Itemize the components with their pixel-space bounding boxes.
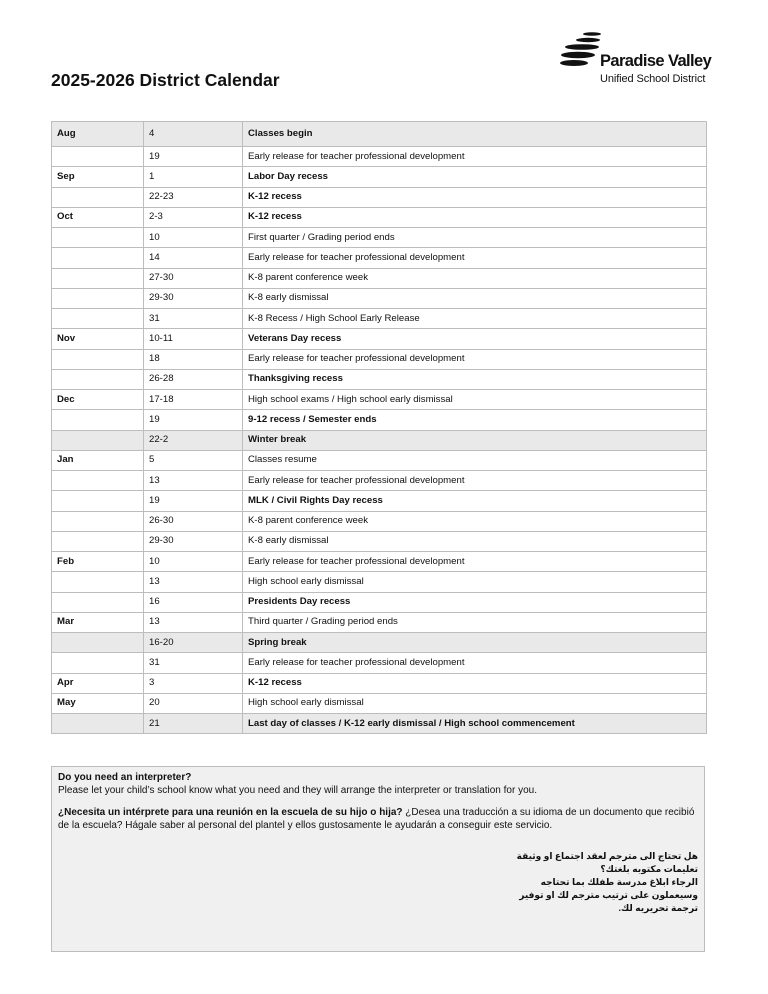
- calendar-body: [52, 122, 707, 734]
- date-cell: 19: [144, 491, 243, 511]
- table-row: [52, 714, 707, 734]
- event-cell: Third quarter / Grading period ends: [243, 612, 707, 632]
- date-cell: 14: [144, 248, 243, 268]
- date-cell: 10: [144, 552, 243, 572]
- district-logo: [560, 30, 720, 90]
- event-cell: Early release for teacher professional development: [243, 147, 707, 167]
- month-cell: [52, 511, 144, 531]
- date-cell: 22-2: [144, 430, 243, 450]
- interpreter-body-es: ¿Desea una traducción a su idioma de un documento que recibió de la escuela? Hágale saber al personal del plantel y ellos gustosamente le ayudarán a conseguir este servicio.: [58, 807, 695, 831]
- event-cell: High school exams / High school early dismissal: [243, 390, 707, 410]
- date-cell: 3: [144, 673, 243, 693]
- page-title: 2025-2026 District Calendar: [51, 70, 280, 90]
- date-cell: 5: [144, 450, 243, 470]
- interpreter-text-es: [58, 807, 698, 832]
- event-cell: Last day of classes / K-12 early dismissal / High school commencement: [243, 714, 707, 734]
- table-row: [52, 612, 707, 632]
- table-row: [52, 207, 707, 227]
- date-cell: 10-11: [144, 329, 243, 349]
- date-cell: 19: [144, 147, 243, 167]
- date-cell: 19: [144, 410, 243, 430]
- month-cell: [52, 592, 144, 612]
- month-cell: [52, 471, 144, 491]
- event-cell: Early release for teacher professional development: [243, 653, 707, 673]
- date-cell: 13: [144, 612, 243, 632]
- table-row: [52, 552, 707, 572]
- table-row: [52, 167, 707, 187]
- event-cell: K-8 Recess / High School Early Release: [243, 309, 707, 329]
- month-cell: [52, 288, 144, 308]
- logo-mark-icon: [560, 30, 604, 70]
- interpreter-body-ar: الرجاء ابلاغ مدرسة طفلك بما تحتاجه وسيعملون على ترتيب مترجم لك او توفير ترجمة تحريريه لك.: [519, 877, 698, 913]
- date-cell: 31: [144, 653, 243, 673]
- month-cell: [52, 248, 144, 268]
- interpreter-question-en: Do you need an interpreter?: [58, 772, 192, 783]
- table-row: [52, 122, 707, 147]
- event-cell: First quarter / Grading period ends: [243, 228, 707, 248]
- table-row: [52, 471, 707, 491]
- month-cell: Nov: [52, 329, 144, 349]
- event-cell: K-12 recess: [243, 673, 707, 693]
- date-cell: 13: [144, 572, 243, 592]
- month-cell: [52, 349, 144, 369]
- month-cell: [52, 147, 144, 167]
- date-cell: 29-30: [144, 288, 243, 308]
- date-cell: 1: [144, 167, 243, 187]
- table-row: [52, 288, 707, 308]
- month-cell: [52, 531, 144, 551]
- event-cell: K-8 parent conference week: [243, 511, 707, 531]
- table-row: [52, 653, 707, 673]
- interpreter-question-es: ¿Necesita un intérprete para una reunión en la escuela de su hijo o hija?: [58, 807, 403, 818]
- date-cell: 27-30: [144, 268, 243, 288]
- event-cell: K-12 recess: [243, 187, 707, 207]
- date-cell: 17-18: [144, 390, 243, 410]
- month-cell: Aug: [52, 122, 144, 147]
- table-row: [52, 369, 707, 389]
- interpreter-notice: [51, 766, 705, 952]
- date-cell: 2-3: [144, 207, 243, 227]
- month-cell: [52, 633, 144, 653]
- event-cell: Thanksgiving recess: [243, 369, 707, 389]
- date-cell: 21: [144, 714, 243, 734]
- month-cell: [52, 410, 144, 430]
- event-cell: Classes resume: [243, 450, 707, 470]
- event-cell: MLK / Civil Rights Day recess: [243, 491, 707, 511]
- date-cell: 22-23: [144, 187, 243, 207]
- date-cell: 29-30: [144, 531, 243, 551]
- table-row: [52, 410, 707, 430]
- date-cell: 13: [144, 471, 243, 491]
- month-cell: May: [52, 693, 144, 713]
- month-cell: [52, 228, 144, 248]
- table-row: [52, 147, 707, 167]
- month-cell: Apr: [52, 673, 144, 693]
- month-cell: Mar: [52, 612, 144, 632]
- table-row: [52, 228, 707, 248]
- month-cell: [52, 309, 144, 329]
- month-cell: Jan: [52, 450, 144, 470]
- table-row: [52, 309, 707, 329]
- month-cell: Dec: [52, 390, 144, 410]
- month-cell: [52, 268, 144, 288]
- table-row: [52, 572, 707, 592]
- event-cell: Veterans Day recess: [243, 329, 707, 349]
- date-cell: 10: [144, 228, 243, 248]
- event-cell: Early release for teacher professional development: [243, 248, 707, 268]
- event-cell: Winter break: [243, 430, 707, 450]
- calendar-table: [51, 121, 707, 734]
- date-cell: 20: [144, 693, 243, 713]
- table-row: [52, 268, 707, 288]
- table-row: [52, 511, 707, 531]
- month-cell: Oct: [52, 207, 144, 227]
- event-cell: Early release for teacher professional development: [243, 471, 707, 491]
- month-cell: [52, 187, 144, 207]
- table-row: [52, 248, 707, 268]
- month-cell: Sep: [52, 167, 144, 187]
- event-cell: Presidents Day recess: [243, 592, 707, 612]
- event-cell: K-12 recess: [243, 207, 707, 227]
- table-row: [52, 450, 707, 470]
- event-cell: Classes begin: [243, 122, 707, 147]
- date-cell: 26-30: [144, 511, 243, 531]
- event-cell: Early release for teacher professional development: [243, 349, 707, 369]
- logo-subtitle: Unified School District: [600, 73, 706, 85]
- interpreter-text-en: Please let your child’s school know what you need and they will arrange the interpreter or translation for you.: [58, 784, 537, 796]
- event-cell: Early release for teacher professional development: [243, 552, 707, 572]
- month-cell: [52, 491, 144, 511]
- table-row: [52, 673, 707, 693]
- month-cell: [52, 653, 144, 673]
- date-cell: 4: [144, 122, 243, 147]
- month-cell: [52, 714, 144, 734]
- month-cell: [52, 572, 144, 592]
- month-cell: [52, 369, 144, 389]
- table-row: [52, 187, 707, 207]
- event-cell: High school early dismissal: [243, 572, 707, 592]
- event-cell: Spring break: [243, 633, 707, 653]
- event-cell: Labor Day recess: [243, 167, 707, 187]
- date-cell: 16: [144, 592, 243, 612]
- date-cell: 26-28: [144, 369, 243, 389]
- table-row: [52, 592, 707, 612]
- table-row: [52, 390, 707, 410]
- event-cell: K-8 early dismissal: [243, 531, 707, 551]
- month-cell: Feb: [52, 552, 144, 572]
- date-cell: 16-20: [144, 633, 243, 653]
- event-cell: K-8 parent conference week: [243, 268, 707, 288]
- table-row: [52, 633, 707, 653]
- interpreter-question-ar: هل تحتاج الى مترجم لعقد اجتماع او وثيقة تعليمات مكتوبه بلغتك؟: [516, 851, 698, 874]
- date-cell: 18: [144, 349, 243, 369]
- event-cell: High school early dismissal: [243, 693, 707, 713]
- table-row: [52, 329, 707, 349]
- event-cell: K-8 early dismissal: [243, 288, 707, 308]
- date-cell: 31: [144, 309, 243, 329]
- table-row: [52, 349, 707, 369]
- month-cell: [52, 430, 144, 450]
- table-row: [52, 693, 707, 713]
- interpreter-text-ar: [498, 850, 698, 915]
- table-row: [52, 491, 707, 511]
- table-row: [52, 531, 707, 551]
- event-cell: 9-12 recess / Semester ends: [243, 410, 707, 430]
- table-row: [52, 430, 707, 450]
- logo-name: Paradise Valley: [600, 52, 712, 70]
